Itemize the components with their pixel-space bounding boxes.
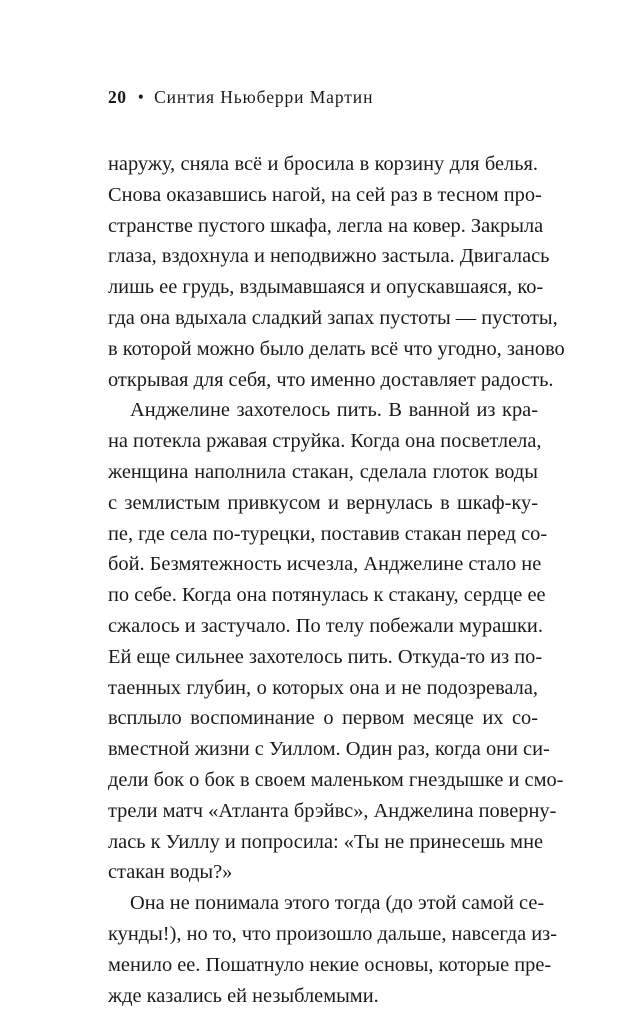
body-text	[108, 149, 565, 1011]
text-line: на потекла ржавая струйка. Когда она посветлела,	[108, 430, 542, 453]
text-line: трели матч «Атланта брэйвс», Анджелина поверну-	[108, 799, 557, 822]
text-line: Снова оказавшись нагой, на сей раз в тесном про-	[108, 183, 542, 206]
text-line: пе, где села по-турецки, поставив стакан перед со-	[108, 522, 548, 545]
text-line: гда она вдыхала сладкий запах пустоты — пустоты,	[108, 306, 558, 329]
header-author: Синтия Ньюберри Мартин	[154, 87, 374, 107]
text-line: с землистым привкусом и вернулась в шкаф-ку-	[108, 491, 538, 514]
text-line: странстве пустого шкафа, легла на ковер. Закрыла	[108, 214, 544, 237]
text-line: сжалось и застучало. По телу побежали мурашки.	[108, 614, 543, 637]
text-line: бой. Безмятежность исчезла, Анджелине стало не	[108, 553, 542, 576]
text-line: дели бок о бок в своем маленьком гнездышке и смо-	[108, 768, 564, 791]
paragraph-first-line: Она не понимала этого тогда (до этой самой се-	[130, 892, 545, 915]
text-line: лась к Уиллу и попросила: «Ты не принесешь мне	[108, 830, 544, 853]
paragraph-first-line: Анджелине захотелось пить. В ванной из кра-	[130, 399, 538, 422]
text-line: стакан воды?»	[108, 861, 233, 884]
page-number: 20	[108, 87, 127, 107]
text-line: вместной жизни с Уиллом. Один раз, когда они си-	[108, 738, 550, 761]
text-line: по себе. Когда она потянулась к стакану, сердце ее	[108, 584, 546, 607]
text-line: Ей еще сильнее захотелось пить. Откуда-то из по-	[108, 645, 543, 668]
text-line: лишь ее грудь, вздымавшаяся и опускавшаяся, ко-	[108, 276, 544, 299]
text-line: наружу, сняла всё и бросила в корзину для белья.	[108, 153, 538, 175]
text-line: кунды!), но то, что произошло дальше, навсегда из-	[108, 922, 557, 945]
text-line: открывая для себя, что именно доставляет радость.	[108, 368, 554, 391]
text-line: глаза, вздохнула и неподвижно застыла. Двигалась	[108, 245, 550, 268]
text-line: всплыло воспоминание о первом месяце их со-	[108, 707, 538, 730]
header-separator: •	[137, 87, 145, 107]
running-head	[108, 86, 373, 108]
text-line: менило ее. Пошатнуло некие основы, которые пре-	[108, 953, 552, 976]
text-line: в которой можно было делать всё что угодно, заново	[108, 337, 565, 360]
text-line: жде казались ей незыблемыми.	[108, 984, 379, 1007]
text-line: женщина наполнила стакан, сделала глоток воды	[108, 460, 538, 483]
text-line: таенных глубин, о которых она и не подозревала,	[108, 676, 538, 699]
